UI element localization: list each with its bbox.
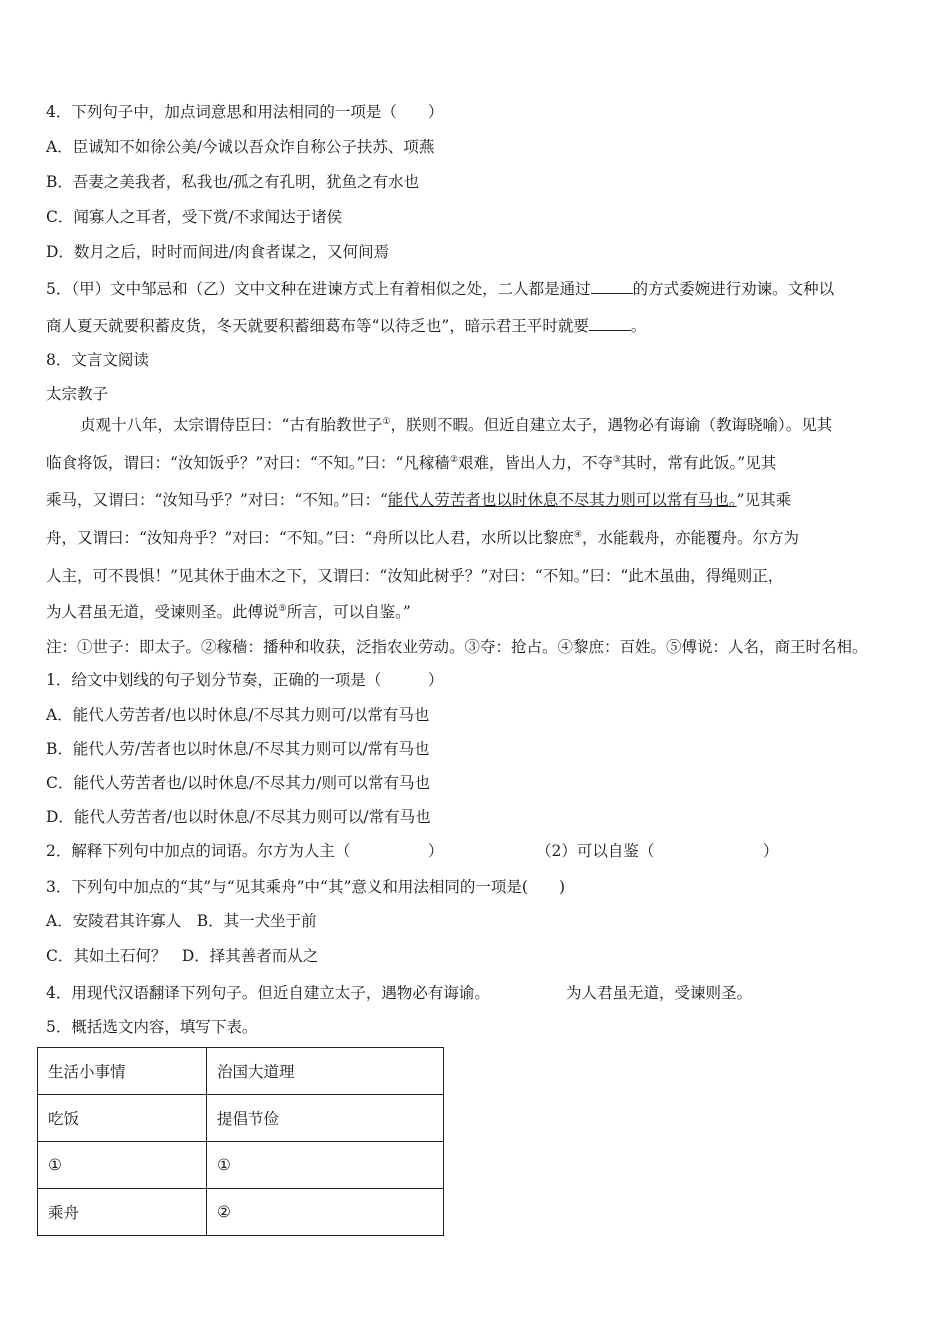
footnote-marker: ①	[382, 417, 391, 427]
sq1-option-a: A．能代人劳苦者/也以时休息/不尽其力则可/以常有马也	[46, 706, 430, 724]
q5-line2-text-b: 。	[630, 317, 647, 335]
q5-line2-text-a: 商人夏天就要积蓄皮货，冬天就要积蓄细葛布等“以待乏也”，暗示君王平时就要	[46, 317, 589, 335]
table-cell: ①	[207, 1142, 444, 1189]
table-header-row	[38, 1048, 444, 1095]
sq1-stem: 1．给文中划线的句子划分节奏，正确的一项是（ ）	[46, 671, 444, 689]
q5-blank-1	[591, 277, 633, 294]
table-cell: 乘舟	[38, 1189, 207, 1236]
table-header-cell: 治国大道理	[207, 1048, 444, 1095]
section-heading: 8．文言文阅读	[46, 351, 149, 369]
table-cell: ①	[38, 1142, 207, 1189]
passage-text: 艰难，皆出人力，不夺	[457, 454, 613, 472]
sq2-part1: 2．解释下列句中加点的词语。尔方为人主（ ）	[46, 842, 444, 860]
passage-text: ，水能载舟，亦能覆舟。尔方为	[581, 529, 799, 547]
summary-table	[37, 1047, 444, 1236]
passage-line-2	[46, 452, 776, 474]
passage-line-3	[46, 489, 791, 511]
q4-stem: 4．下列句子中，加点词意思和用法相同的一项是（ ）	[46, 103, 444, 121]
passage-text: 舟，又谓曰：“汝知舟乎？”对曰：“不知。”曰：“舟所以比人君，水所以比黎庶	[46, 529, 574, 547]
q4-option-d: D．数月之后，时时而间进/肉食者谋之，又何间焉	[46, 243, 390, 261]
table-row	[38, 1189, 444, 1236]
passage-line-5: 人主，可不畏惧！”见其休于曲木之下，又谓曰：“汝知此树乎？”对曰：“不知。”曰：“此木虽曲，得绳则正，	[46, 567, 784, 585]
passage-line-1	[80, 414, 832, 436]
table-row	[38, 1142, 444, 1189]
sq5-stem: 5．概括选文内容，填写下表。	[46, 1018, 258, 1036]
sq1-option-c: C．能代人劳苦者也/以时休息/不尽其力/则可以常有马也	[46, 774, 431, 792]
footnote-marker: ⑤	[278, 604, 287, 614]
sq3-options-row2: C．其如土石何？ D．择其善者而从之	[46, 947, 319, 965]
passage-text: ”见其乘	[736, 491, 792, 509]
passage-text: 临食将饭，谓曰：“汝知饭乎？”对曰：“不知。”曰：“凡稼穑	[46, 454, 450, 472]
q5-blank-2	[589, 314, 631, 331]
table-header-cell: 生活小事情	[38, 1048, 207, 1095]
sq3-stem: 3．下列句中加点的“其”与“见其乘舟”中“其”意义和用法相同的一项是( )	[46, 878, 566, 896]
footnote-marker: ③	[612, 455, 622, 465]
underlined-sentence: 能代人劳苦者也以时休息不尽其力则可以常有马也。	[387, 491, 737, 509]
passage-text: ，朕则不暇。但近自建立太子，遇物必有诲谕（教诲晓喻）。见其	[390, 416, 833, 434]
table-cell: ②	[207, 1189, 444, 1236]
passage-line-6	[46, 601, 411, 623]
passage-text: 贞观十八年，太宗谓侍臣曰：“古有胎教世子	[80, 416, 383, 434]
passage-text: 所言，可以自鉴。”	[286, 603, 411, 621]
q5-line1	[46, 277, 834, 300]
passage-text: 乘马，又谓曰：“汝知马乎？”对曰：“不知。”曰：“	[46, 491, 388, 509]
passage-title: 太宗教子	[46, 385, 109, 403]
footnotes: 注：①世子：即太子。②稼穑：播种和收获，泛指农业劳动。③夺：抢占。④黎庶：百姓。⑤傅说：人名，商王时名相。	[46, 638, 868, 656]
sq1-option-d: D．能代人劳苦者/也以时休息/不尽其力则可以/常有马也	[46, 808, 431, 826]
passage-text: 为人君虽无道，受谏则圣。此傅说	[46, 603, 279, 621]
q4-option-a: A．臣诚知不如徐公美/今诚以吾众诈自称公子扶苏、项燕	[46, 138, 435, 156]
sq3-options-row1: A．安陵君其许寡人 B．其一犬坐于前	[46, 912, 317, 930]
sq1-option-b: B．能代人劳/苦者也以时休息/不尽其力则可以/常有马也	[46, 740, 430, 758]
q4-option-c: C．闻寡人之耳者，受下赏/不求闻达于诸侯	[46, 208, 343, 226]
q4-option-b: B．吾妻之美我者，私我也/孤之有孔明，犹鱼之有水也	[46, 173, 420, 191]
sq4-part2: 为人君虽无道，受谏则圣。	[566, 984, 753, 1002]
q5-line1-text-b: 的方式委婉进行劝谏。文种以	[632, 280, 835, 298]
table-cell: 提倡节俭	[207, 1095, 444, 1142]
footnote-marker: ②	[449, 455, 458, 465]
passage-line-4	[46, 527, 799, 549]
table-row	[38, 1095, 444, 1142]
q5-line2	[46, 314, 646, 337]
q5-line1-text-a: 5．（甲）文中邹忌和（乙）文中文种在进谏方式上有着相似之处，二人都是通过	[46, 280, 591, 298]
footnote-marker: ④	[573, 530, 582, 540]
sq4-part1: 4．用现代汉语翻译下列句子。但近自建立太子，遇物必有诲谕。	[46, 984, 490, 1002]
sq2-part2: （2）可以自鉴（ ）	[536, 842, 779, 860]
passage-text: 其时，常有此饭。”见其	[621, 454, 777, 472]
table-cell: 吃饭	[38, 1095, 207, 1142]
